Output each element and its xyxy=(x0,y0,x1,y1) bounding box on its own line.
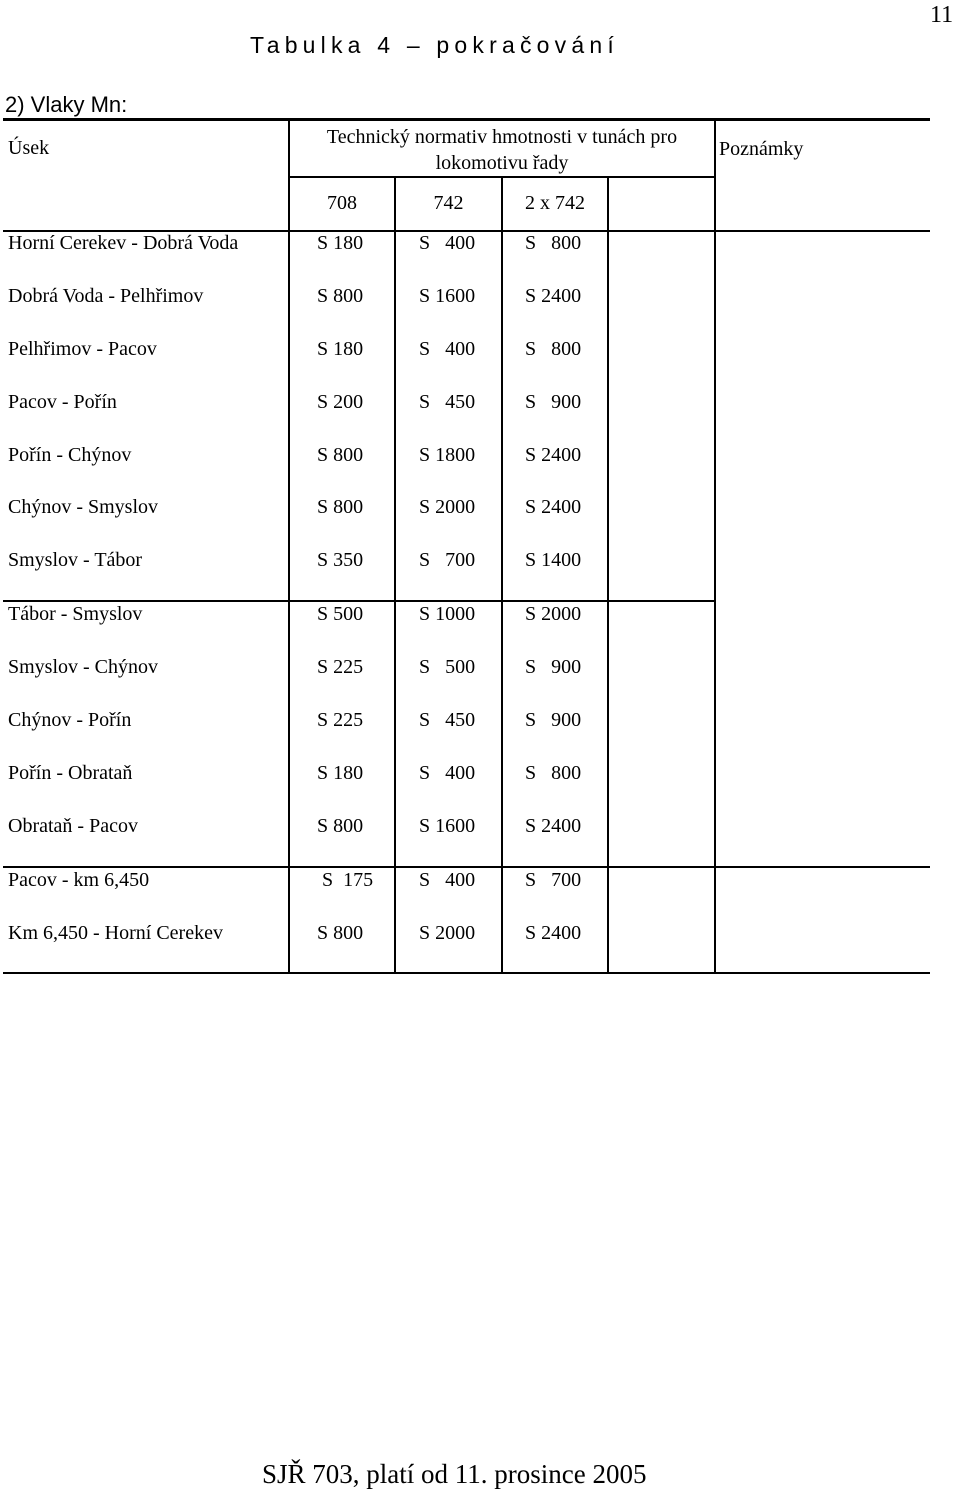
value-2x742-cell: S 2000 xyxy=(525,603,582,625)
value-708-cell: S 800 xyxy=(317,285,364,307)
value-708-cell: S 350 xyxy=(317,549,364,571)
value-2x742-cell: S 2400 xyxy=(525,815,582,837)
value-2x742-cell: S 900 xyxy=(525,656,582,678)
value-742-cell: S 1600 xyxy=(419,285,476,307)
value-742-cell: S 1000 xyxy=(419,603,476,625)
segment-cell: Chýnov - Smyslov xyxy=(8,496,159,518)
normative-header xyxy=(290,124,714,176)
footer: SJŘ 703, platí od 11. prosince 2005 xyxy=(262,1459,647,1489)
value-742-cell: S 400 xyxy=(419,762,476,784)
segment-cell: Dobrá Voda - Pelhřimov xyxy=(8,285,204,307)
segment-cell: Pelhřimov - Pacov xyxy=(8,338,157,360)
value-708-cell: S 200 xyxy=(317,391,364,413)
segment-cell: Obrataň - Pacov xyxy=(8,815,138,837)
value-708-cell: S 175 xyxy=(317,869,374,891)
column-divider-3 xyxy=(501,177,503,974)
column-divider-5 xyxy=(714,118,716,974)
value-742-cell: S 400 xyxy=(419,232,476,254)
value-708-cell: S 180 xyxy=(317,232,364,254)
segment-cell: Pořín - Obrataň xyxy=(8,762,133,784)
value-2x742-cell: S 900 xyxy=(525,391,582,413)
value-2x742-cell: S 2400 xyxy=(525,922,582,944)
notes-header: Poznámky xyxy=(719,138,804,160)
value-742-cell: S 450 xyxy=(419,709,476,731)
value-708-cell: S 800 xyxy=(317,444,364,466)
normative-header-line1: Technický normativ hmotnosti v tunách pro xyxy=(326,126,678,148)
value-2x742-cell: S 900 xyxy=(525,709,582,731)
value-742-cell: S 500 xyxy=(419,656,476,678)
value-742-cell: S 2000 xyxy=(419,496,476,518)
value-708-cell: S 180 xyxy=(317,762,364,784)
value-742-cell: S 400 xyxy=(419,869,476,891)
segment-cell: Pacov - km 6,450 xyxy=(8,869,150,891)
value-708-cell: S 180 xyxy=(317,338,364,360)
section-title: 2) Vlaky Mn: xyxy=(5,92,128,117)
value-742-cell: S 700 xyxy=(419,549,476,571)
value-2x742-cell: S 1400 xyxy=(525,549,582,571)
value-708-cell: S 800 xyxy=(317,922,364,944)
column-divider-4 xyxy=(607,177,609,974)
value-742-cell: S 1600 xyxy=(419,815,476,837)
value-2x742-cell: S 2400 xyxy=(525,496,582,518)
value-2x742-cell: S 800 xyxy=(525,338,582,360)
locomotive-2x742-header: 2 x 742 xyxy=(525,192,585,214)
group-rule-2 xyxy=(3,866,930,868)
page-number: 11 xyxy=(930,2,954,28)
segment-cell: Pacov - Pořín xyxy=(8,391,117,413)
value-708-cell: S 800 xyxy=(317,815,364,837)
segment-header: Úsek xyxy=(8,137,50,159)
value-742-cell: S 2000 xyxy=(419,922,476,944)
segment-cell: Pořín - Chýnov xyxy=(8,444,132,466)
table-title: Tabulka 4 – pokračování xyxy=(250,32,619,58)
value-708-cell: S 800 xyxy=(317,496,364,518)
segment-cell: Chýnov - Pořín xyxy=(8,709,132,731)
value-742-cell: S 1800 xyxy=(419,444,476,466)
segment-cell: Smyslov - Chýnov xyxy=(8,656,159,678)
table-top-rule xyxy=(3,118,930,121)
segment-cell: Tábor - Smyslov xyxy=(8,603,143,625)
value-708-cell: S 225 xyxy=(317,709,364,731)
normative-header-line2: lokomotivu řady xyxy=(435,152,569,174)
segment-cell: Smyslov - Tábor xyxy=(8,549,143,571)
segment-cell: Horní Cerekev - Dobrá Voda xyxy=(8,232,239,254)
locomotive-708-header: 708 xyxy=(327,192,357,214)
value-2x742-cell: S 2400 xyxy=(525,444,582,466)
value-742-cell: S 450 xyxy=(419,391,476,413)
value-708-cell: S 225 xyxy=(317,656,364,678)
value-2x742-cell: S 800 xyxy=(525,232,582,254)
value-2x742-cell: S 2400 xyxy=(525,285,582,307)
segment-cell: Km 6,450 - Horní Cerekev xyxy=(8,922,223,944)
column-divider-2 xyxy=(394,177,396,974)
value-708-cell: S 500 xyxy=(317,603,364,625)
table-bottom-rule xyxy=(3,972,930,974)
value-2x742-cell: S 800 xyxy=(525,762,582,784)
locomotive-742-header: 742 xyxy=(433,192,464,214)
value-742-cell: S 400 xyxy=(419,338,476,360)
column-divider-1 xyxy=(288,118,290,974)
value-2x742-cell: S 700 xyxy=(525,869,582,891)
